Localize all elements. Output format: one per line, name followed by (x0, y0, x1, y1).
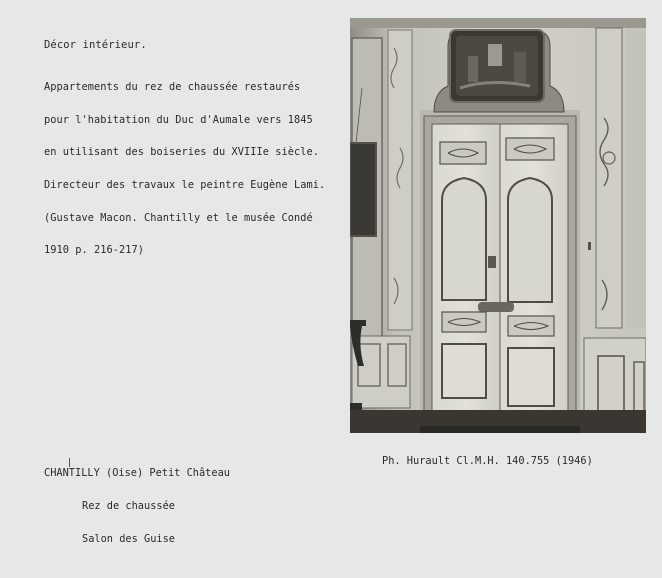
location-title: CHANTILLY (Oise) Petit Château (44, 467, 230, 479)
photo-credit: Ph. Hurault Cl.M.H. 140.755 (1946) (382, 455, 593, 467)
interior-photograph (350, 18, 646, 433)
bracket-mark (69, 458, 70, 467)
description-line: Appartements du rez de chaussée restaurés (44, 80, 301, 93)
location-room: Salon des Guise (82, 533, 175, 545)
boiserie-door-image (350, 18, 646, 433)
caption-heading: Décor intérieur. (44, 39, 147, 51)
description-line: pour l'habitation du Duc d'Aumale vers 1845 (44, 113, 313, 126)
description-line: en utilisant des boiseries du XVIIIe siècle. (44, 146, 319, 159)
location-block (44, 446, 230, 578)
description-line: (Gustave Macon. Chantilly et le musée Condé (44, 211, 313, 224)
description-line: Directeur des travaux le peintre Eugène Lami. (44, 178, 326, 191)
location-floor: Rez de chaussée (82, 500, 175, 512)
caption-description (44, 60, 325, 278)
description-line: 1910 p. 216-217) (44, 244, 144, 257)
